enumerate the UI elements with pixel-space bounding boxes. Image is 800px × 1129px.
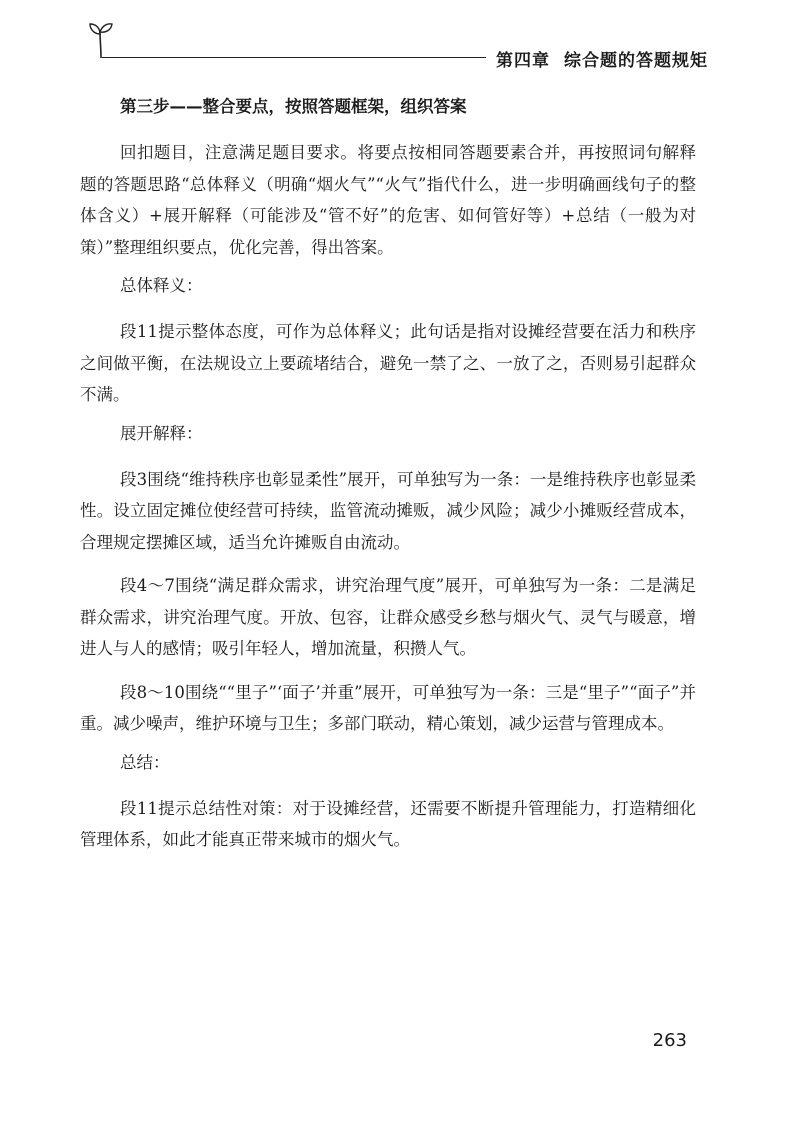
summary-paragraph: 段11提示总结性对策：对于设摊经营，还需要不断提升管理能力，打造精细化管理体系，如此才能真正带来城市的烟火气。 xyxy=(80,798,696,849)
expand-paragraph-1: 段3围绕“维持秩序也彰显柔性”展开，可单独写为一条：一是维持秩序也彰显柔性。设立固定摊位使经营可持续，监管流动摊贩，减少风险；减少小摊贩经营成本，合理规定摆摊区域，适当允许摊贩自由流动。 xyxy=(80,469,696,552)
overall-paragraph: 段11提示整体态度，可作为总体释义；此句话是指对设摊经营要在活力和秩序之间做平衡，在法规设立上要疏堵结合，避免一禁了之、一放了之，否则易引起群众不满。 xyxy=(80,322,696,404)
header-rule xyxy=(102,57,486,58)
chapter-label: 第四章 xyxy=(496,51,550,71)
expand-paragraph-2: 段4～7围绕“满足群众需求，讲究治理气度”展开，可单独写为一条：二是满足群众需求，讲究治理气度。开放、包容，让群众感受乡愁与烟火气、灵气与暖意，增进人与人的感情；吸引年轻人，增加流量，积攒人气。 xyxy=(80,576,696,658)
page-header xyxy=(88,14,708,71)
summary-label: 总结： xyxy=(120,752,170,772)
expand-paragraph-3: 段8～10围绕““里子”‘面子’并重”展开，可单独写为一条：三是“里子”“面子”并重。减少噪声，维护环境与卫生；多部门联动，精心策划，减少运营与管理成本。 xyxy=(80,682,696,733)
overall-label: 总体释义： xyxy=(120,276,203,295)
chapter-title: 综合题的答题规矩 xyxy=(564,51,708,71)
sprout-icon xyxy=(88,20,114,60)
running-head xyxy=(496,46,708,71)
intro-paragraph: 回扣题目，注意满足题目要求。将要点按相同答题要素合并，再按照词句解释题的答题思路“总体释义（明确“烟火气”“火气”指代什么，进一步明确画线句子的整体含义）+展开解释（可能涉及“管不好”的危害、如何管好等）+总结（一般为对策）”整理组织要点，优化完善，得出答案。 xyxy=(80,143,696,257)
page-number: 263 xyxy=(652,1030,687,1051)
expand-label: 展开解释： xyxy=(120,423,203,443)
section-heading: 第三步——整合要点，按照答题框架，组织答案 xyxy=(120,97,467,116)
page-body xyxy=(80,96,696,868)
